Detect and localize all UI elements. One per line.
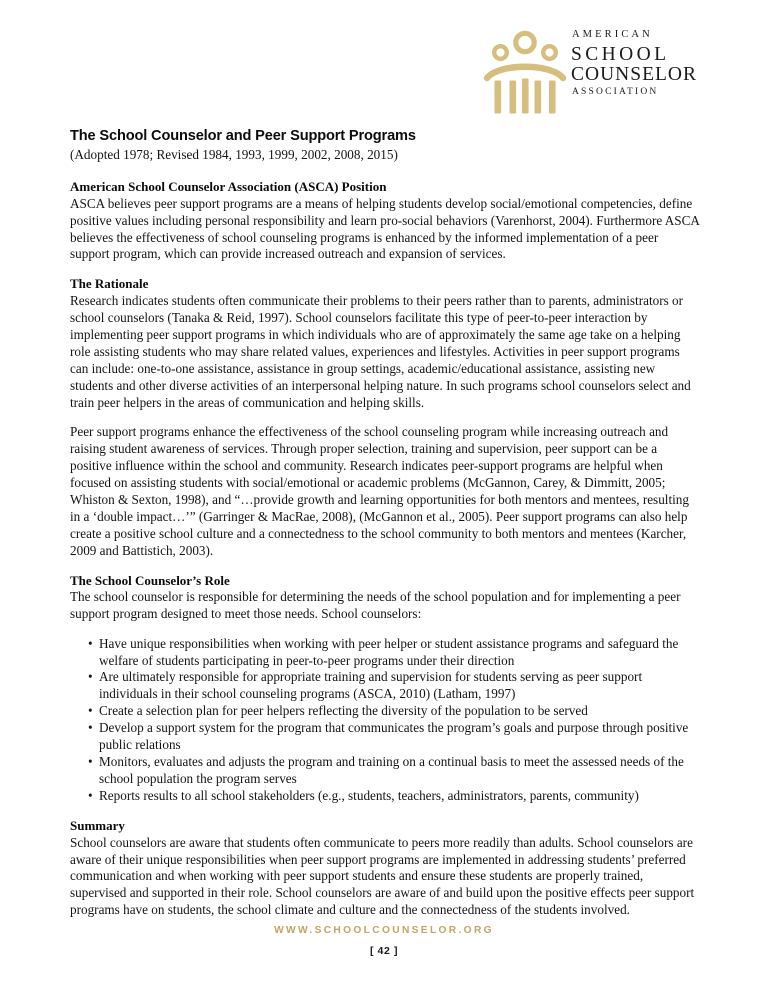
section-heading: The Rationale: [70, 276, 149, 292]
bullet-dot-icon: •: [88, 703, 93, 719]
bullet-dot-icon: •: [88, 788, 93, 803]
document-revision-line: (Adopted 1978; Revised 1984, 1993, 1999, 2002, 2008, 2015): [70, 146, 398, 162]
list-item-text: Reports results to all school stakeholders (e.g., students, teachers, administrators, parents, community): [99, 788, 639, 803]
section-heading: American School Counselor Association (ASCA) Position: [70, 179, 387, 194]
list-item-text: Have unique responsibilities when working with peer helper or student assistance programs and safeguard the welfare of students participating in peer-to-peer programs under their direction: [99, 635, 679, 668]
list-item: [88, 720, 700, 754]
list-item-text: Develop a support system for the program that communicates the program’s goals and purpose through positive public relations: [99, 720, 689, 753]
bullet-dot-icon: •: [88, 669, 93, 685]
section-paragraph: School counselors are aware that students often communicate to peers more readily than adults. School counselors are aware of their unique responsibilities when peer support programs are implemented in addressing students’ preferred communication and when working with peer support students and ensure these students are properly trained, supervised and supported in their role. School counselors are aware of and build upon the positive effects peer support programs have on students, the school climate and culture and the connectedness of the students involved.: [70, 834, 695, 918]
list-item-text: Monitors, evaluates and adjusts the program and training on a continual basis to meet the assessed needs of the school population the program serves: [99, 754, 684, 787]
bullet-list: [70, 636, 700, 805]
bullet-dot-icon: •: [88, 720, 93, 736]
logo-line-school: SCHOOL: [571, 43, 670, 65]
list-item: [88, 703, 700, 720]
footer-page-number: [ 42 ]: [369, 945, 399, 957]
document-section: [70, 818, 700, 919]
document-section: [70, 179, 700, 263]
page-footer: [0, 925, 768, 957]
section-paragraph: ASCA believes peer support programs are a means of helping students develop social/emotional competencies, define positive values including personal responsibility and learn pro-social behaviors (Varenhorst, 2004). Furthermore ASCA believes the effectiveness of school counseling programs is enhanced by the informed implementation of a peer support program, which can provide increased outreach and expansion of services.: [70, 195, 700, 262]
asca-logo-mark-icon: [483, 30, 567, 116]
bullet-dot-icon: •: [88, 754, 93, 770]
logo-line-association: ASSOCIATION: [572, 86, 659, 97]
section-paragraph: The school counselor is responsible for determining the needs of the school population and for implementing a peer support program designed to meet those needs. School counselors:: [70, 589, 681, 622]
list-item: [88, 669, 700, 703]
bullet-dot-icon: •: [88, 635, 93, 651]
section-heading: Summary: [70, 817, 125, 833]
list-item: [88, 636, 700, 670]
list-item: [88, 788, 700, 805]
document-section: [70, 573, 700, 805]
document-section: [70, 276, 700, 559]
logo-line-american: AMERICAN: [572, 29, 653, 40]
section-paragraph: Research indicates students often communicate their problems to their peers rather than to parents, administrators or school counselors (Tanaka & Reid, 1997). School counselors facilitate this type of peer-to-peer interaction by implementing peer support programs in which individuals who are of approximately the same age take on a helping role assisting students who may share related values, experiences and lifestyles. Activities in peer support programs can include: one-to-one assistance, assistance in group settings, academic/educational assistance, assisting new students and other diverse activities of an interpersonal helping nature. In such programs school counselors select and train peer helpers in the areas of communication and helping skills.: [70, 293, 691, 410]
list-item-text: Create a selection plan for peer helpers reflecting the diversity of the population to be served: [99, 703, 588, 719]
footer-website-url[interactable]: WWW.SCHOOLCOUNSELOR.ORG: [274, 925, 494, 936]
section-paragraph: Peer support programs enhance the effectiveness of the school counseling program while increasing outreach and raising student awareness of services. Through proper selection, training and supervision, peer support can be a positive influence within the school and community. Research indicates peer-support programs are helpful when focused on assisting students with social/emotional or academic problems (McGannon, Carey, & Dimmitt, 2005; Whiston & Sexton, 1998), and “…provide growth and learning opportunities for both mentors and mentees, resulting in a ‘double impact…’” (Garringer & MacRae, 2008), (McGannon et al., 2005). Peer support programs can also help create a positive school culture and a connectedness to the school community to both mentors and mentees (Karcher, 2009 and Battistich, 2003).: [70, 424, 689, 558]
list-item: [88, 754, 700, 788]
asca-logo: [483, 28, 703, 120]
document-body: [70, 128, 700, 919]
asca-logo-text: [571, 30, 703, 97]
document-sections: [70, 179, 700, 919]
page-title: The School Counselor and Peer Support Programs: [70, 128, 416, 144]
logo-line-counselor: COUNSELOR: [571, 64, 698, 85]
section-heading: The School Counselor’s Role: [70, 572, 230, 588]
list-item-text: Are ultimately responsible for appropriate training and supervision for students serving as peer support individuals in their school counseling programs (ASCA, 2010) (Latham, 1997): [99, 669, 643, 702]
